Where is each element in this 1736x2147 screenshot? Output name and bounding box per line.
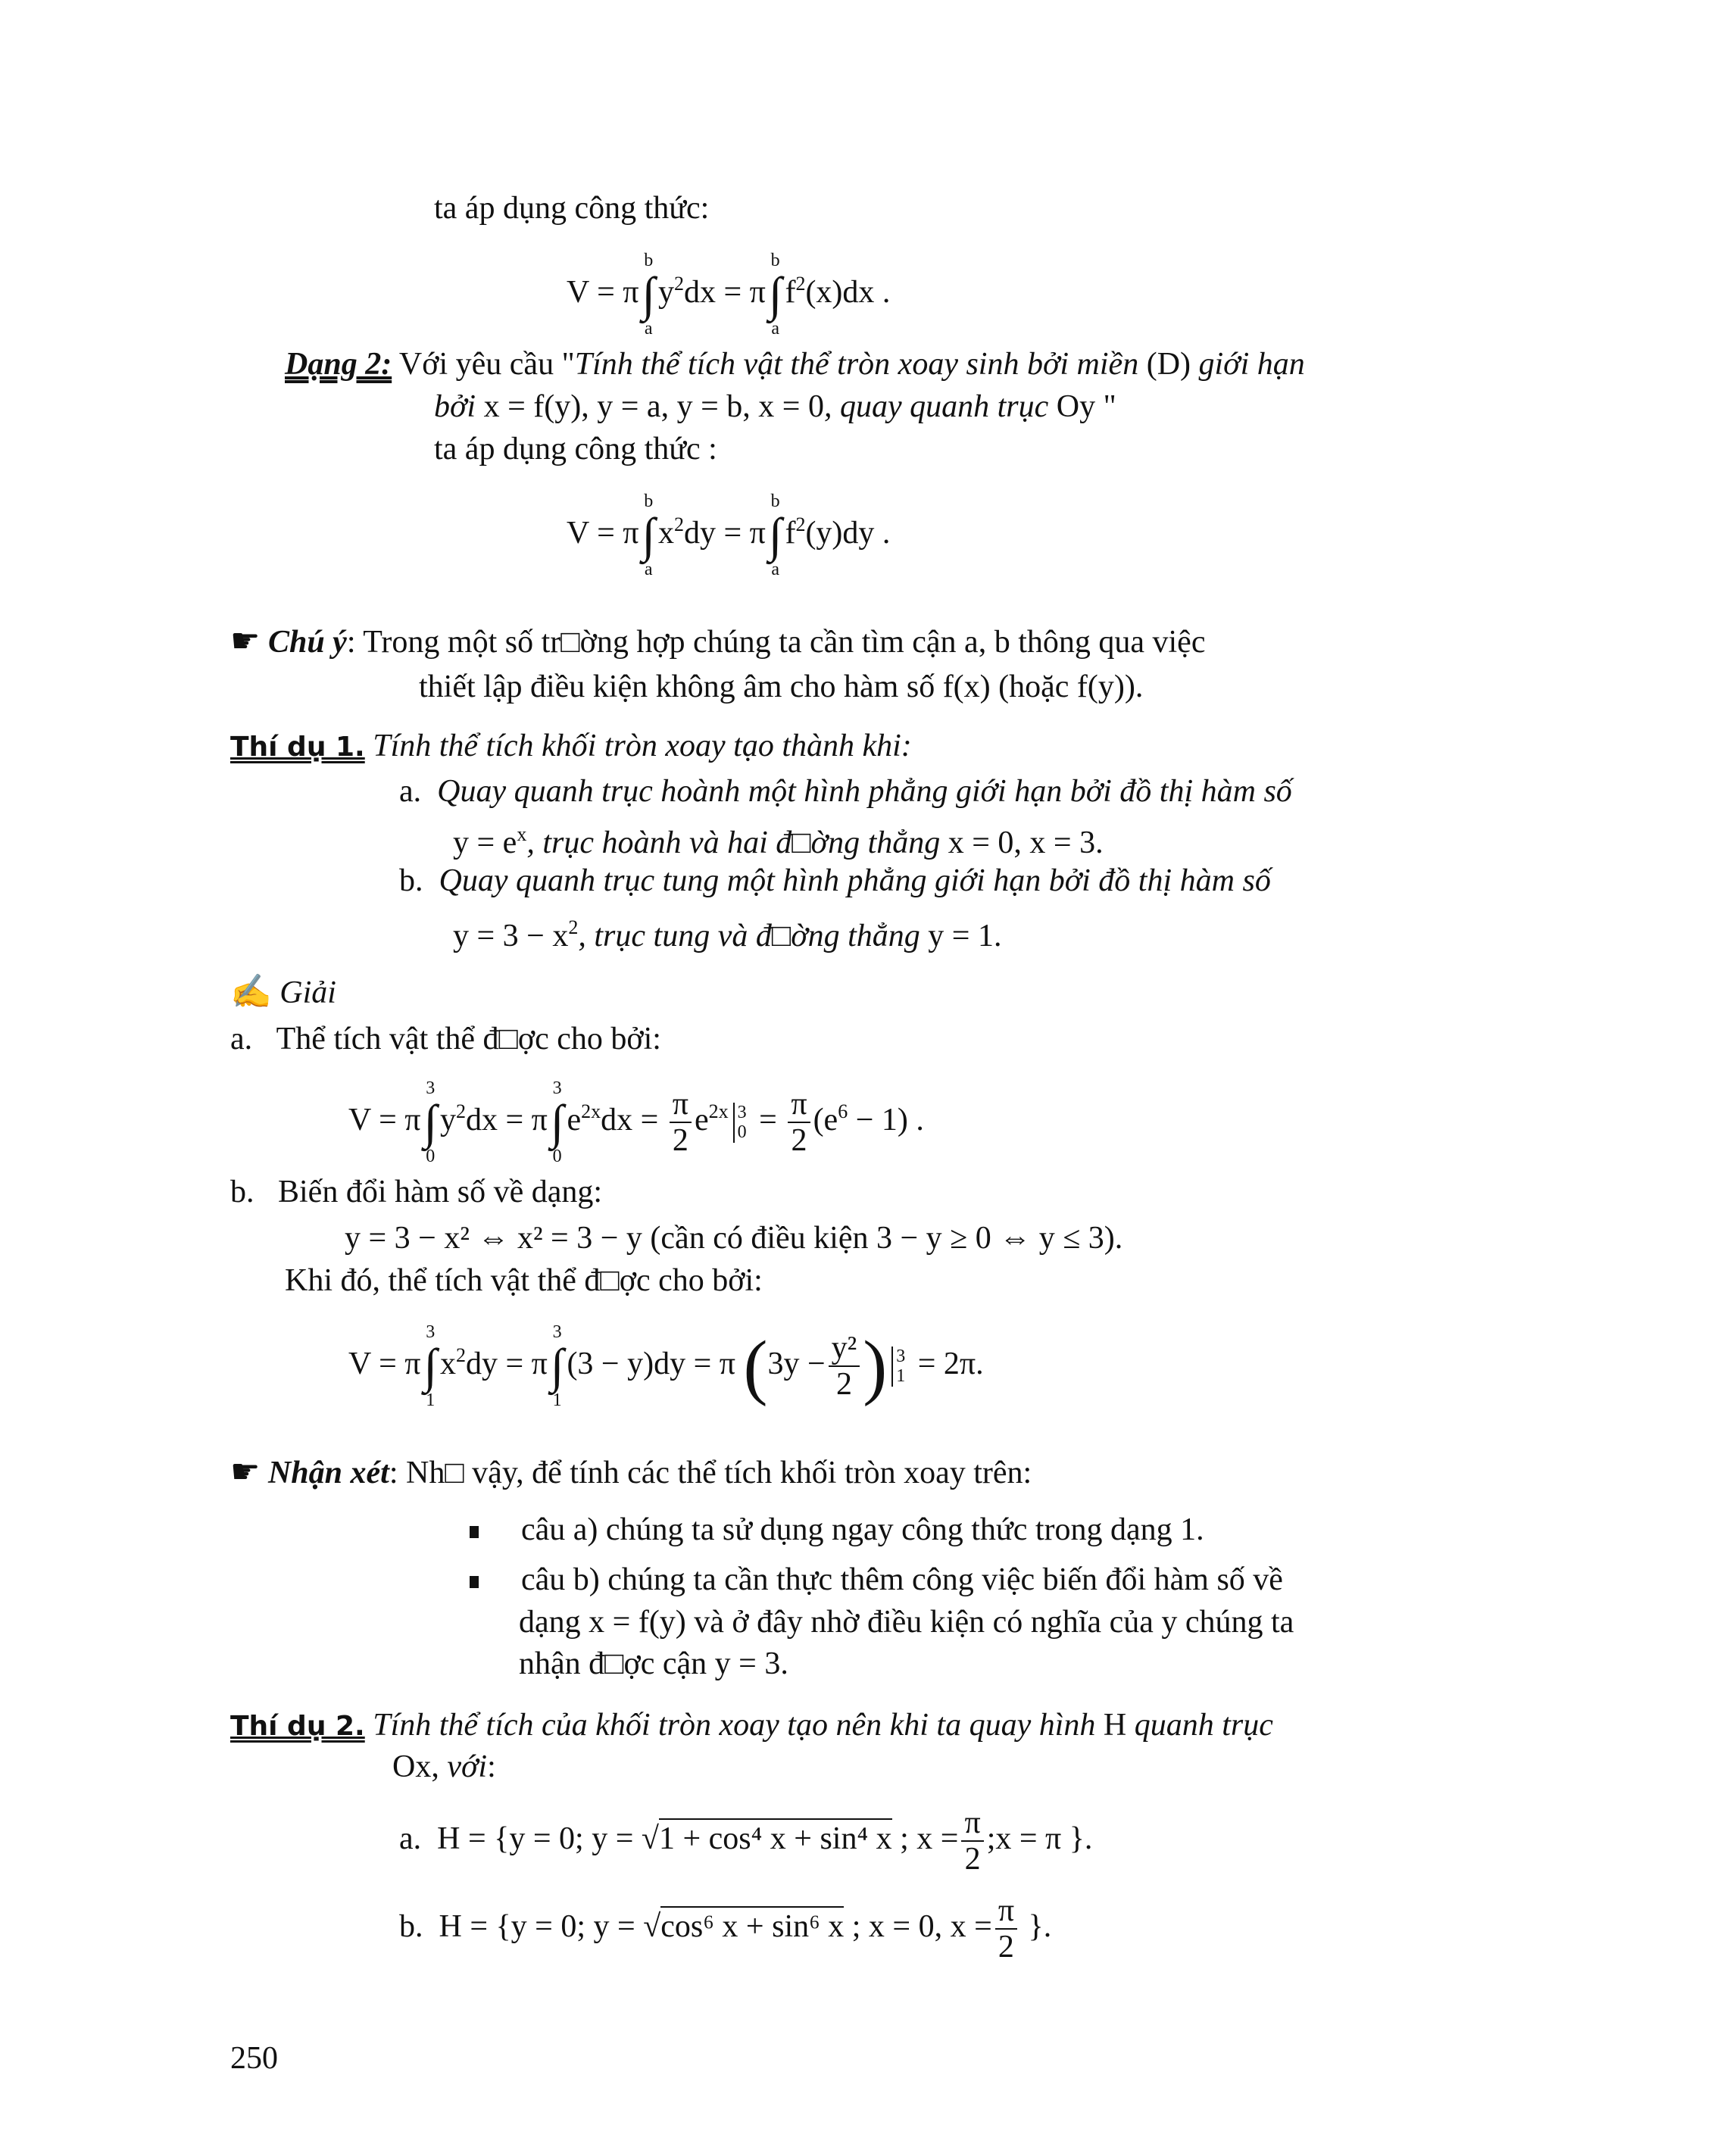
intro-text: ta áp dụng công thức: xyxy=(434,191,710,226)
example2-b: b. H = {y = 0; y = √cos⁶ x + sin⁶ x ; x = 0, x = $\frac{\pi}{2}$ }. xyxy=(399,1893,1052,1965)
integral-sign-icon: 3 ∫ 0 xyxy=(550,1078,564,1167)
integral-sign-icon: 3 ∫ 1 xyxy=(423,1322,437,1411)
dang2-line1: Dạng 2: Với yêu cầu "Tính thể tích vật thể tròn xoay sinh bởi miền (D) giới hạn xyxy=(285,347,1305,382)
example1-b-line1: b. Quay quanh trục tung một hình phẳng giới hạn bởi đồ thị hàm số xyxy=(399,863,1271,898)
integral-sign-icon: b ∫ a xyxy=(768,251,782,339)
solution-a-text: a. Thể tích vật thể đ□ợc cho bởi: xyxy=(230,1022,661,1056)
integral-sign-icon: 3 ∫ 0 xyxy=(423,1078,437,1167)
integral-sign-icon: b ∫ a xyxy=(642,251,655,339)
remark-bullet-a: câu a) chúng ta sử dụng ngay công thức trong dạng 1. xyxy=(470,1511,1204,1549)
solution-b-text: b. Biến đổi hàm số về dạng: xyxy=(230,1175,603,1209)
example2-line2: Ox, với: xyxy=(392,1749,496,1784)
solution-heading: ✍ Giải xyxy=(230,973,336,1010)
page-number: 250 xyxy=(230,2041,278,2076)
example2-a: a. H = {y = 0; y = √1 + cos⁴ x + sin⁴ x ; x = $\frac{\pi}{2}$ ;x = π }. xyxy=(399,1805,1093,1877)
bullet-icon xyxy=(470,1576,479,1588)
remark-bullet-b-line3: nhận đ□ợc cận y = 3. xyxy=(519,1646,788,1681)
writing-hand-icon: ✍ xyxy=(230,973,272,1010)
example1-title: Thí dụ 1. Tính thể tích khối tròn xoay tạo thành khi: xyxy=(230,729,912,763)
solution-a-formula: V = π 3 ∫ 0 $y^2dx = \pi$ 3 ∫ 0 $e^{2x}dx$ = $\frac{\pi}{2}$ $e^{2x}$ 3 0 = $\frac{\pi}{2}$ $(e^6 - 1)$ . xyxy=(348,1078,924,1167)
integral-sign-icon: b ∫ a xyxy=(768,492,782,580)
example1-b-line2: $y = 3 - x^2$, trục tung và đ□ờng thẳng y = 1. xyxy=(453,916,1002,953)
remark-bullet-b-line2: dạng x = f(y) và ở đây nhờ điều kiện có nghĩa của y chúng ta xyxy=(519,1605,1294,1640)
dang2-line2: bởi x = f(y), y = a, y = b, x = 0, quay quanh trục Oy " xyxy=(434,389,1116,424)
formula-volume-ox: V = π b ∫ a $y^2dx = \pi$ b ∫ a $f^2(x)dx$ . xyxy=(567,251,891,339)
bullet-icon xyxy=(470,1526,479,1538)
solution-b-transform: y = 3 − x² ⇔ x² = 3 − y (cần có điều kiện 3 − y ≥ 0 ⇔ y ≤ 3). xyxy=(345,1221,1123,1256)
chu-y-line2: thiết lập điều kiện không âm cho hàm số f(x) (hoặc f(y)). xyxy=(419,669,1144,704)
example2-title: Thí dụ 2. Tính thể tích của khối tròn xoay tạo nên khi ta quay hình H quanh trục xyxy=(230,1708,1273,1743)
pointing-hand-icon: ☛ xyxy=(230,1453,261,1490)
example1-a-line1: a. Quay quanh trục hoành một hình phẳng giới hạn bởi đồ thị hàm số xyxy=(399,774,1292,809)
remark-line1: ☛ Nhận xét: Nh□ vậy, để tính các thể tích khối tròn xoay trên: xyxy=(230,1453,1032,1490)
formula-volume-oy: V = π b ∫ a $x^2dy = \pi$ b ∫ a $f^2(y)dy$ . xyxy=(567,492,891,580)
pointing-hand-icon: ☛ xyxy=(230,623,261,660)
example1-a-line2: $y = e^x$, trục hoành và hai đ□ờng thẳng x = 0, x = 3. xyxy=(453,823,1104,860)
integral-sign-icon: 3 ∫ 1 xyxy=(550,1322,564,1411)
remark-bullet-b: câu b) chúng ta cần thực thêm công việc biến đổi hàm số về xyxy=(470,1561,1283,1599)
chu-y-line1: ☛ Chú ý: Trong một số tr□ờng hợp chúng ta cần tìm cận a, b thông qua việc xyxy=(230,623,1206,660)
solution-b-formula: V = π 3 ∫ 1 $x^2dy = \pi$ 3 ∫ 1 (3 − y)dy = π (3y − $\frac{\text{y²}}{2}$ ) 3 1 = 2π. xyxy=(348,1322,984,1411)
integral-sign-icon: b ∫ a xyxy=(642,492,655,580)
solution-b-then: Khi đó, thể tích vật thể đ□ợc cho bởi: xyxy=(285,1263,763,1298)
dang2-line3: ta áp dụng công thức : xyxy=(434,432,717,467)
